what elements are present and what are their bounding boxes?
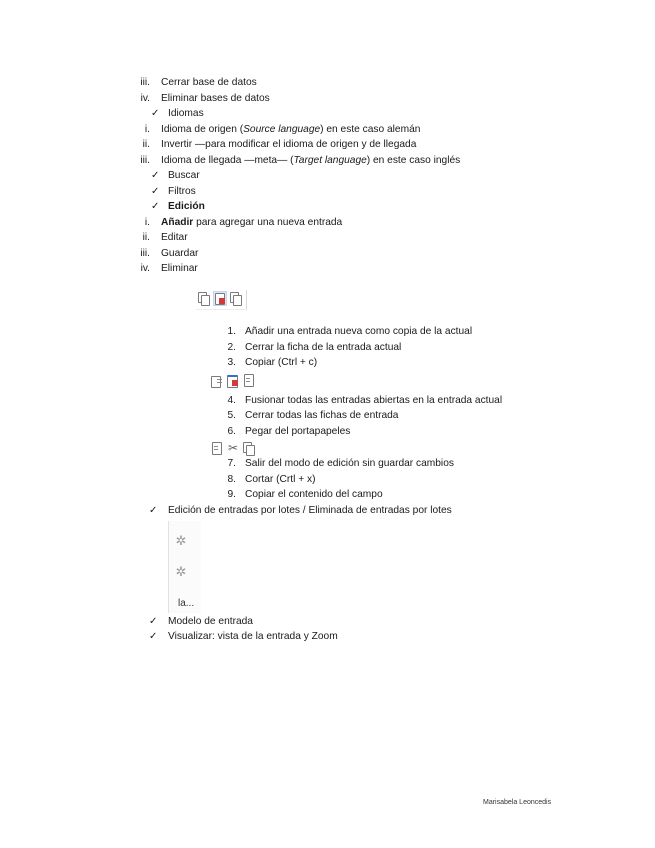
merge-icon [211, 374, 223, 387]
gear-icon: ✲ [175, 564, 187, 579]
copy-field-icon [243, 442, 255, 455]
paste-icon [243, 374, 255, 387]
close-entry-icon [214, 292, 226, 305]
check-icon: ✓ [149, 505, 158, 516]
check-icon: ✓ [149, 631, 158, 642]
exit-edit-icon [211, 442, 223, 455]
gear-icon: ✲ [175, 533, 187, 548]
edit-toolbar-image [211, 442, 255, 455]
check-icon: ✓ [151, 186, 160, 197]
check-icon: ✓ [151, 170, 160, 181]
footer-author: Marisabela Leoncedis [483, 799, 552, 806]
batch-panel-image [168, 521, 201, 613]
cut-icon: ✂ [227, 441, 239, 455]
batch-panel-label: la... [178, 598, 195, 609]
edit-toolbar-image [196, 290, 247, 310]
edit-toolbar-image [211, 374, 255, 387]
copy-icon [230, 292, 242, 305]
check-icon: ✓ [151, 201, 160, 212]
check-icon: ✓ [149, 616, 158, 627]
copy-entry-icon [198, 292, 210, 305]
check-icon: ✓ [151, 108, 160, 119]
close-all-icon [227, 374, 239, 387]
